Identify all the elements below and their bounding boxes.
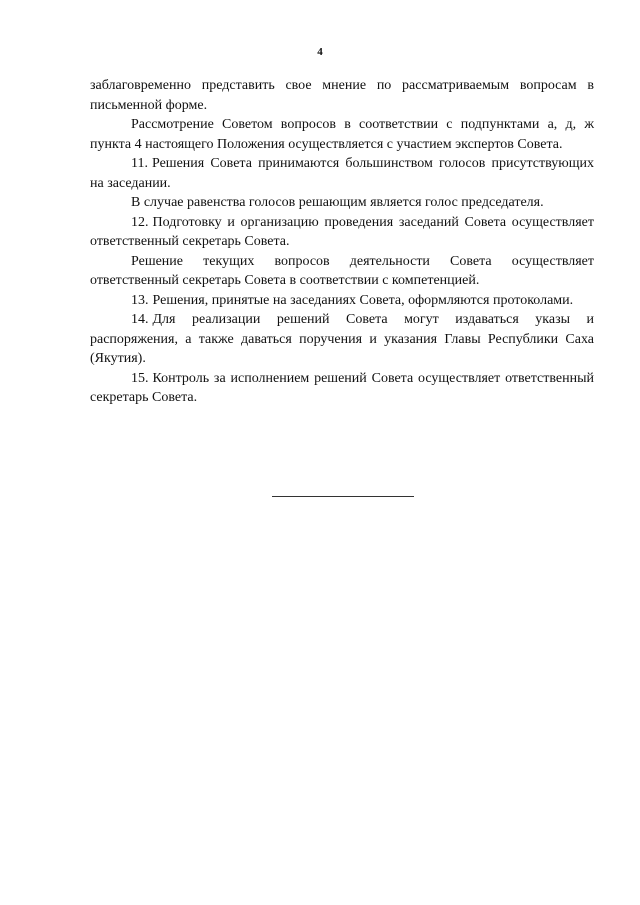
paragraph-text: Для реализации решений Совета могут издаваться указы и распоряжения, а также даваться поручения и указания Главы Республики Саха (Якутия).	[90, 312, 594, 366]
paragraph-15	[90, 369, 594, 408]
paragraph-tie-vote	[90, 193, 594, 213]
paragraph-number: 14.	[131, 312, 149, 327]
end-divider-line	[272, 496, 414, 497]
paragraph-text: Рассмотрение Советом вопросов в соответствии с подпунктами а, д, ж пункта 4 настоящего Положения осуществляется с участием экспертов Совета.	[90, 117, 594, 152]
paragraph-number: 15.	[131, 370, 149, 386]
page-number: 4	[317, 46, 323, 58]
paragraph-12	[90, 213, 594, 252]
paragraph-number: 12.	[131, 214, 149, 230]
paragraph-11	[90, 154, 594, 193]
paragraph-number: 13.	[131, 292, 149, 308]
paragraph-number: 11.	[131, 156, 148, 171]
paragraph-text: Решения, принятые на заседаниях Совета, оформляются протоколами.	[152, 292, 574, 308]
paragraph-text: Подготовку и организацию проведения заседаний Совета осуществляет ответственный секретарь Совета.	[90, 214, 594, 249]
paragraph-text: заблаговременно представить свое мнение по рассматриваемым вопросам в письменной форме.	[90, 78, 594, 113]
paragraph-14	[90, 310, 594, 369]
paragraph-experts	[90, 115, 594, 154]
paragraph-text: В случае равенства голосов решающим является голос председателя.	[131, 195, 544, 210]
paragraph-text: Решения Совета принимаются большинством голосов присутствующих на заседании.	[90, 156, 594, 191]
document-body	[90, 76, 594, 408]
paragraph-13	[90, 291, 594, 311]
paragraph-text: Контроль за исполнением решений Совета осуществляет ответственный секретарь Совета.	[90, 370, 594, 405]
paragraph-continuation	[90, 76, 594, 115]
paragraph-current-issues	[90, 252, 594, 291]
paragraph-text: Решение текущих вопросов деятельности Совета осуществляет ответственный секретарь Совета в соответствии с компетенцией.	[90, 253, 594, 288]
